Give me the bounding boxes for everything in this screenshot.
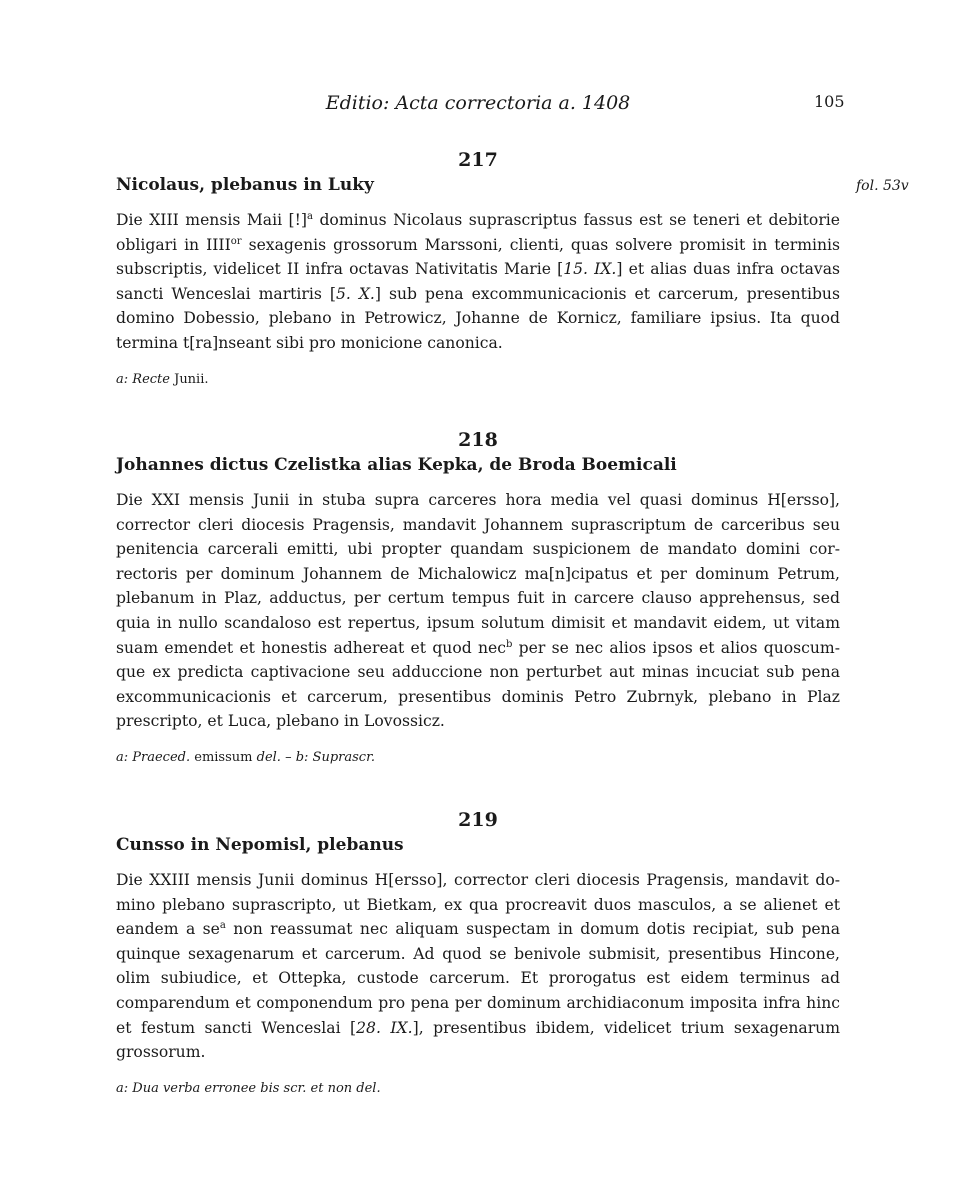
date-annotation: 15. IX. — [563, 260, 617, 279]
folio-reference: fol. 53v — [856, 178, 909, 194]
entry-text: Die XXIII mensis Junii dominus H[ersso], corrector cleri diocesis Pragensis, mandavit domino plebano suprascripto, ut Bietkam, ex qua procreavit duos masculos, a se alienet et eandem a $se^a$ non reassumat nec aliquam suspectam in domum dotis recipiat, sub pena quinque sexagenarum et carcerum. Ad quod se benivole submisit, presentibus Hincone, olim subiudice, et Ottepka, custode carcerum. Et prorogatus est eidem terminus ad comparendum et componendum pro pena per dominum archidiaconum imposita infra hinc et festum sancti Wenceslai [28. IX.], presentibus ibidem, videlicet trium sexagenarum grossorum. — [116, 871, 840, 1062]
entry-text: Die XXI mensis Junii in stuba supra carceres hora media vel quasi dominus H[ersso], corrector cleri diocesis Pragensis, mandavit Johannem suprascriptum de carceribus seu penitencia carcerali emitti, ubi propter quandam suspicionem de mandato domini correctoris per dominum Johannem de Michalowicz ma[n]cipatus et per dominum Petrum, plebanum in Plaz, adductus, per certum tempus fuit in carcere clauso apprehensus, sed quia in nullo scandaloso est repertus, ipsum solutum dimisit et mandavit eidem, ut vitam suam emendet et honestis adhereat et quod nec$^b$ per se nec alios ipsos et alios quoscumque ex predicta captivacione seu adduccione non perturbet aut minas incuciat sub pena excommunicacionis et carcerum, presentibus dominis Petro Zubrnyk, plebano in Plaz prescripto, et Luca, plebano in Lovossicz. — [116, 491, 840, 731]
superscript-or: or — [230, 235, 242, 247]
page — [116, 0, 909, 1181]
entry-title: Cunsso in Nepomisl, plebanus — [116, 835, 404, 855]
date-annotation: 28. IX. — [356, 1018, 413, 1037]
footnote-ref-b: b — [506, 638, 513, 650]
entry-title: Nicolaus, plebanus in Luky — [116, 175, 374, 195]
footnote: a: Dua verba erronee bis scr. et non del. — [116, 1080, 381, 1096]
date-annotation: 5. X. — [335, 284, 375, 303]
entry-217 — [116, 148, 840, 390]
entry-number: 218 — [458, 429, 498, 451]
footnote-ref-a: a — [219, 920, 226, 931]
page-number: 105 — [814, 92, 845, 111]
entry-219 — [116, 808, 840, 1099]
entry-number: 219 — [458, 809, 498, 831]
footnote: a: Recte Junii. — [116, 371, 209, 387]
entry-number: 217 — [458, 149, 498, 171]
running-title: Editio: Acta correctoria a. 1408 — [325, 92, 631, 114]
entry-text: Die XIII mensis Maii [!]$^a$ dominus Nicolaus suprascriptus fassus est se teneri et debitorie obligari in $IIII^{or}$ sexagenis grossorum Marssoni, clienti, quas solvere promisit in terminis subscriptis, videlicet II infra octavas Nativitatis Marie [15. IX.] et alias duas infra octavas sancti Wenceslai martiris [5. X.] sub pena excommunicacionis et carcerum, presentibus domino Dobessio, plebano in Petrowicz, Johanne de Kornicz, familiare ipsius. Ita quod termina t[ra]nseant sibi pro monicione canonica. — [116, 210, 841, 352]
entry-title: Johannes dictus Czelistka alias Kepka, de Broda Boemicali — [116, 455, 677, 475]
entry-218 — [116, 428, 840, 768]
footnote: a: Praeced. emissum del. – b: Suprascr. — [116, 749, 375, 765]
footnote-ref-a: a — [306, 210, 313, 222]
